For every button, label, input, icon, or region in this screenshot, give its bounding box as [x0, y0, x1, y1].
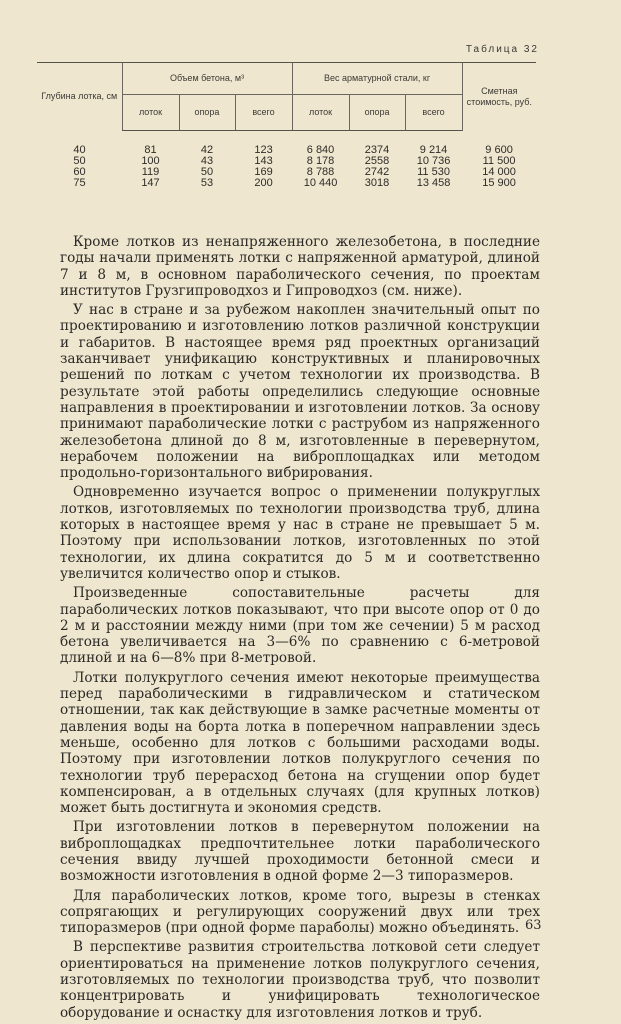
paragraph: Кроме лотков из ненапряженного железобетона, в последние годы начали применять лотки с напряженной арматурой, длиной 7 и 8 м, в основном параболического сечения, по проектам институтов Грузгипроводхоз и Гипроводхоз (см. ниже).	[60, 234, 540, 299]
table-row	[37, 167, 536, 178]
table-cell: 123	[254, 144, 273, 156]
table-cell: 53	[200, 177, 214, 189]
header-rebar-group: Вес арматурной стали, кг	[292, 63, 462, 95]
table-cell: 75	[73, 177, 86, 189]
table-cell: 8 788	[306, 166, 335, 178]
table-cell: 200	[254, 177, 273, 189]
table-cell: 169	[254, 166, 273, 178]
header-rebar-support: опора	[349, 95, 405, 131]
paragraph: Одновременно изучается вопрос о применении полукруглых лотков, изготовляемых по технологии производства труб, длина которых в настоящее время у нас в стране не превышает 5 м. Поэтому при использовании лотков, изготовленных по этой технологии, их длина сократится до 5 м и соответственно увеличится количество опор и стыков.	[60, 484, 540, 582]
header-concrete-group: Объем бетона, м³	[122, 63, 292, 95]
table-cell: 11 530	[417, 166, 450, 178]
table-cell: 50	[73, 155, 86, 167]
header-cost: Сметная стоимость, руб.	[462, 63, 536, 131]
paragraph: У нас в стране и за рубежом накоплен значительный опыт по проектированию и изготовлению лотков различной конструкции и габаритов. В настоящее время ряд проектных организаций заканчивает унификацию конструктивных и планировочных решений по лоткам с учетом технологии их производства. В результате этой работы определились следующие основные направления в проектировании и изготовлении лотков. За основу принимают параболические лотки с раструбом из напряженного железобетона длиной до 8 м, изготовленные в перевернутом, нерабочем положении на виброплощадках или методом продольно-горизонтального вибрирования.	[60, 302, 540, 482]
paragraph: Лотки полукруглого сечения имеют некоторые преимущества перед параболическими в гидравлическом и статическом отношении, так как действующие в замке расчетные моменты от давления воды на борта лотка в поперечном направлении здесь меньше, особенно для лотков с большими расходами воды. Поэтому при изготовлении лотков полукруглого сечения по технологии труб перерасход бетона на сгущении опор будет компенсирован, а в отдельных случаях (для крупных лотков) может быть достигнута и экономия средств.	[60, 669, 540, 817]
table-cell: 10 440	[303, 177, 338, 189]
data-table	[37, 62, 536, 189]
header-rebar-tray: лоток	[292, 95, 349, 131]
table-cell: 60	[73, 166, 86, 178]
paragraph: При изготовлении лотков в перевернутом положении на виброплощадках предпочтительнее лотки параболического сечения ввиду лучшей проходимости бетонной смеси и возможности изготовления в одной форме 2—3 типоразмеров.	[60, 819, 540, 885]
table-cell: 2742	[364, 166, 390, 178]
page-number: 63	[525, 918, 542, 933]
table-cell: 13 458	[416, 177, 451, 189]
table-cell: 119	[141, 166, 160, 178]
table-cell: 9 600	[485, 143, 513, 156]
table-cell: 8 178	[306, 155, 335, 167]
table-row	[37, 131, 536, 157]
table-cell: 43	[200, 155, 214, 167]
table-row	[37, 178, 536, 189]
table-cell: 100	[141, 155, 160, 167]
header-concrete-total: всего	[235, 95, 292, 131]
table-cell: 11 500	[482, 155, 516, 167]
table-cell: 40	[73, 143, 86, 156]
body-text	[60, 234, 540, 1024]
header-depth: Глубина лотка, см	[37, 63, 122, 131]
table-cell: 10 736	[416, 155, 451, 167]
table-cell: 3018	[364, 177, 390, 189]
table-row	[37, 156, 536, 167]
table-cell: 81	[144, 144, 157, 156]
table-caption: Таблица 32	[465, 44, 539, 55]
paragraph: Для параболических лотков, кроме того, вырезы в стенках сопрягающих и регулирующих сооружений двух или трех типоразмеров (при одной форме параболы) можно объединять.	[60, 887, 540, 937]
paragraph: Произведенные сопоставительные расчеты для параболических лотков показывают, что при высоте опор от 0 до 2 м и расстоянии между ними (при том же сечении) 5 м расход бетона увеличивается на 3—6% по сравнению с 6-метровой длиной и на 6—8% при 8-метровой.	[60, 585, 540, 667]
table-cell: 50	[200, 166, 214, 178]
paragraph: В перспективе развития строительства лотковой сети следует ориентироваться на применение лотков полукруглого сечения, изготовляемых по технологии производства труб, что позволит концентрировать и унифицировать технологическое оборудование и оснастку для изготовления лотков и труб.	[60, 939, 540, 1021]
table-cell: 14 000	[482, 166, 516, 178]
header-concrete-tray: лоток	[122, 95, 179, 131]
table-cell: 2558	[364, 155, 390, 167]
table-cell: 2374	[364, 144, 390, 156]
header-rebar-total: всего	[405, 95, 462, 131]
table-cell: 143	[254, 155, 273, 167]
header-concrete-support: опора	[179, 95, 235, 131]
table-cell: 42	[200, 144, 214, 156]
table-cell: 147	[141, 177, 160, 189]
table-cell: 9 214	[419, 144, 448, 156]
table-cell: 6 840	[306, 144, 335, 156]
table-cell: 15 900	[482, 177, 516, 189]
